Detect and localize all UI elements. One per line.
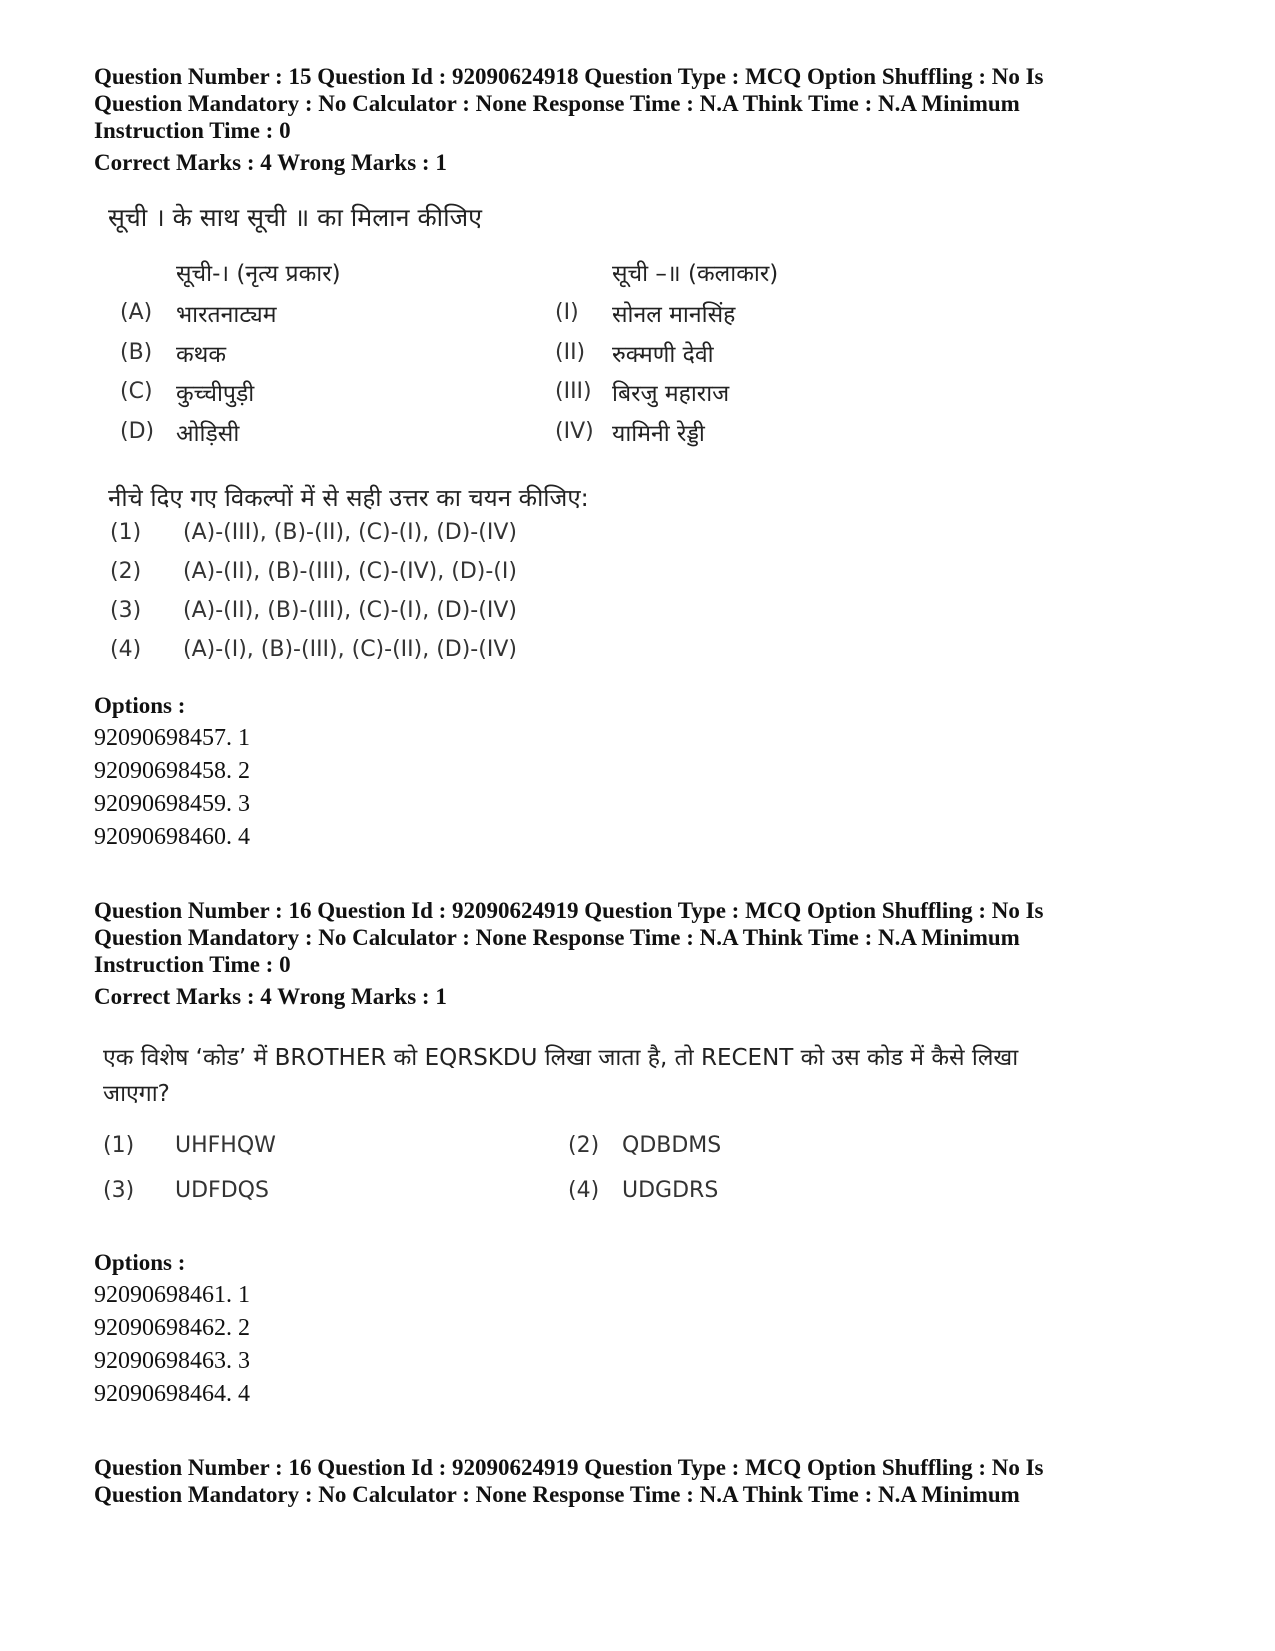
options-label: Options : [94, 693, 186, 718]
choice-number: (1) [110, 520, 142, 545]
option-item: 92090698457. 1 [94, 725, 250, 751]
option-item: 92090698458. 2 [94, 758, 250, 784]
choice-text: (A)-(I), (B)-(III), (C)-(II), (D)-(IV) [183, 637, 517, 662]
choice-text: (A)-(II), (B)-(III), (C)-(I), (D)-(IV) [183, 598, 517, 623]
choice-text: QDBDMS [622, 1133, 722, 1158]
choice-number: (1) [103, 1133, 135, 1158]
list2-item: यामिनी रेड्डी [612, 421, 705, 447]
choose-prompt: नीचे दिए गए विकल्पों में से सही उत्तर का चयन कीजिए: [108, 484, 589, 512]
question-header-line: Question Number : 15 Question Id : 92090624918 Question Type : MCQ Option Shuffling : No Is [94, 64, 1044, 89]
question-prompt: सूची । के साथ सूची ॥ का मिलान कीजिए [108, 203, 483, 232]
choice-number: (3) [103, 1178, 135, 1203]
list1-label: (A) [120, 300, 153, 325]
option-item: 92090698459. 3 [94, 791, 250, 817]
list1-label: (C) [120, 379, 153, 404]
option-item: 92090698464. 4 [94, 1381, 250, 1407]
list2-title: सूची –॥ (कलाकार) [612, 261, 779, 287]
list1-label: (D) [120, 419, 155, 444]
question-prompt: एक विशेष ‘कोड’ में BROTHER को EQRSKDU लिखा जाता है, तो RECENT को उस कोड में कैसे लिखा [103, 1045, 1019, 1071]
list1-item: कथक [176, 342, 227, 368]
list1-item: ओड़िसी [176, 421, 240, 447]
list2-label: (I) [555, 300, 579, 325]
choice-text: (A)-(II), (B)-(III), (C)-(IV), (D)-(I) [183, 559, 517, 584]
list2-label: (II) [555, 340, 586, 365]
choice-text: UDFDQS [175, 1178, 269, 1203]
choice-text: UDGDRS [622, 1178, 719, 1203]
option-item: 92090698460. 4 [94, 824, 250, 850]
list1-item: भारतनाट्यम [176, 302, 277, 328]
question-header-line: Question Mandatory : No Calculator : None Response Time : N.A Think Time : N.A Minimum [94, 1482, 1020, 1507]
question-prompt: जाएगा? [103, 1081, 170, 1107]
list2-label: (III) [555, 379, 592, 404]
list2-label: (IV) [555, 419, 594, 444]
choice-text: UHFHQW [175, 1133, 276, 1158]
list1-title: सूची-। (नृत्य प्रकार) [176, 261, 341, 287]
option-item: 92090698461. 1 [94, 1282, 250, 1308]
option-item: 92090698462. 2 [94, 1315, 250, 1341]
question-header-line: Question Number : 16 Question Id : 92090624919 Question Type : MCQ Option Shuffling : No Is [94, 898, 1044, 923]
question-header-line: Instruction Time : 0 [94, 952, 291, 977]
question-header-line: Question Mandatory : No Calculator : None Response Time : N.A Think Time : N.A Minimum [94, 91, 1020, 116]
list2-item: बिरजु महाराज [612, 381, 730, 407]
list1-label: (B) [120, 340, 153, 365]
choice-number: (4) [110, 637, 142, 662]
question-header-line: Question Mandatory : No Calculator : None Response Time : N.A Think Time : N.A Minimum [94, 925, 1020, 950]
question-header-line: Question Number : 16 Question Id : 92090624919 Question Type : MCQ Option Shuffling : No Is [94, 1455, 1044, 1480]
marks-line: Correct Marks : 4 Wrong Marks : 1 [94, 984, 447, 1009]
question-header-line: Instruction Time : 0 [94, 118, 291, 143]
list1-item: कुच्चीपुड़ी [176, 381, 255, 407]
list2-item: सोनल मानसिंह [612, 302, 736, 328]
choice-number: (2) [568, 1133, 600, 1158]
choice-number: (4) [568, 1178, 600, 1203]
option-item: 92090698463. 3 [94, 1348, 250, 1374]
choice-text: (A)-(III), (B)-(II), (C)-(I), (D)-(IV) [183, 520, 517, 545]
marks-line: Correct Marks : 4 Wrong Marks : 1 [94, 150, 447, 175]
choice-number: (3) [110, 598, 142, 623]
options-label: Options : [94, 1250, 186, 1275]
list2-item: रुक्मणी देवी [612, 342, 714, 368]
choice-number: (2) [110, 559, 142, 584]
